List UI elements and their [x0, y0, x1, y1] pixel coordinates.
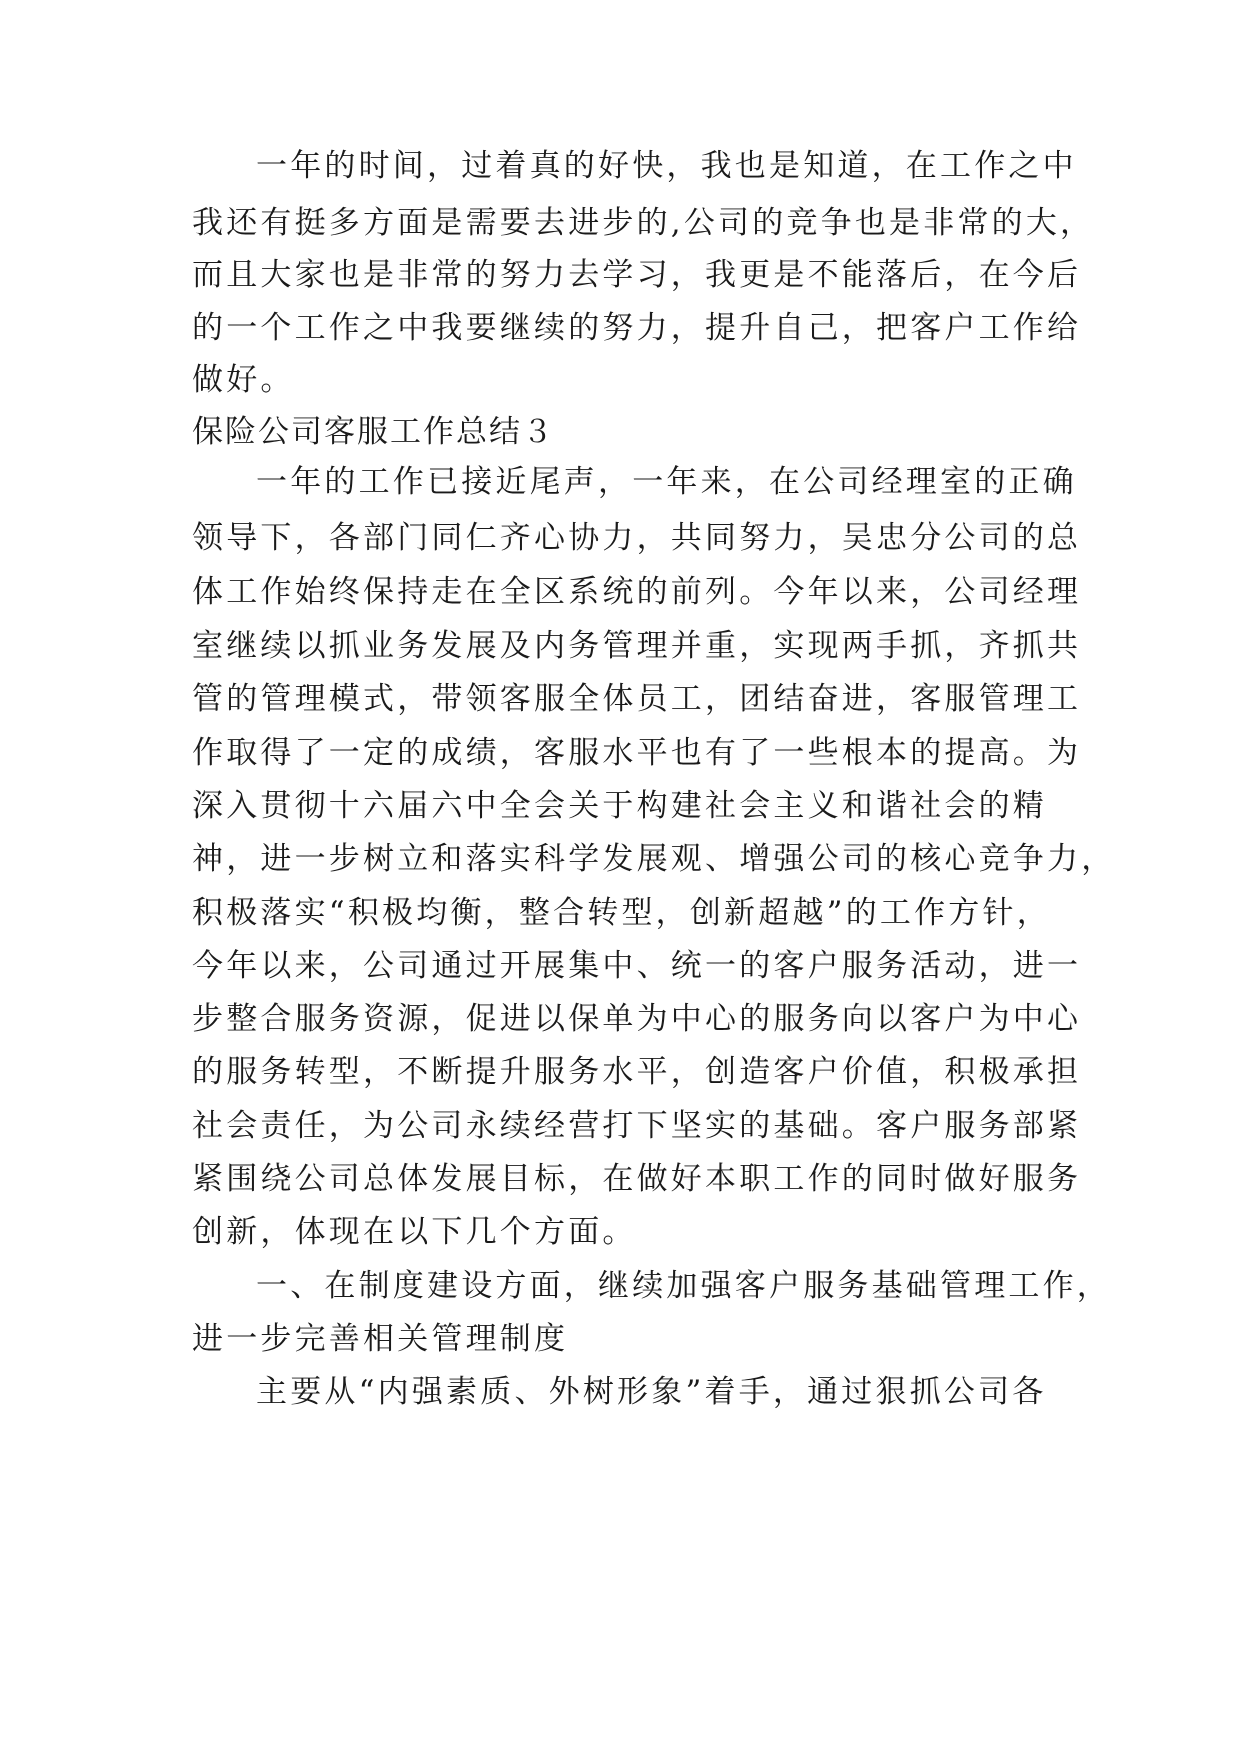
paragraph-2-line-3: 体工作始终保持走在全区系统的前列。今年以来，公司经理 [192, 574, 1082, 610]
paragraph-2-line-14: 紧围绕公司总体发展目标，在做好本职工作的同时做好服务 [192, 1161, 1082, 1197]
paragraph-2-line-2: 领导下，各部门同仁齐心协力，共同努力，吴忠分公司的总 [192, 520, 1082, 556]
paragraph-2-line-15: 创新，体现在以下几个方面。 [192, 1214, 637, 1250]
paragraph-2-line-10: 今年以来，公司通过开展集中、统一的客户服务活动，进一 [192, 948, 1082, 984]
paragraph-1-line-2: 我还有挺多方面是需要去进步的,公司的竞争也是非常的大， [192, 205, 1095, 241]
paragraph-3-line-2: 进一步完善相关管理制度 [192, 1321, 569, 1357]
paragraph-4-line-1: 主要从“内强素质、外树形象”着手，通过狠抓公司各 [256, 1374, 1047, 1410]
paragraph-2-line-7: 深入贯彻十六届六中全会关于构建社会主义和谐社会的精 [192, 788, 1047, 824]
paragraph-1-line-1: 一年的时间，过着真的好快，我也是知道，在工作之中 [256, 148, 1077, 184]
paragraph-2-line-11: 步整合服务资源，促进以保单为中心的服务向以客户为中心 [192, 1001, 1082, 1037]
paragraph-3-line-1: 一、在制度建设方面，继续加强客户服务基础管理工作， [256, 1268, 1111, 1304]
paragraph-2-line-12: 的服务转型，不断提升服务水平，创造客户价值，积极承担 [192, 1054, 1082, 1090]
paragraph-1-line-5: 做好。 [192, 362, 295, 398]
paragraph-2-line-1: 一年的工作已接近尾声，一年来，在公司经理室的正确 [256, 464, 1077, 500]
paragraph-2-line-8: 神，进一步树立和落实科学发展观、增强公司的核心竞争力， [192, 841, 1116, 877]
paragraph-2-line-6: 作取得了一定的成绩，客服水平也有了一些根本的提高。为 [192, 735, 1082, 771]
paragraph-2-line-13: 社会责任，为公司永续经营打下坚实的基础。客户服务部紧 [192, 1108, 1082, 1144]
paragraph-2-line-9: 积极落实“积极均衡，整合转型，创新超越”的工作方针， [192, 895, 1051, 931]
paragraph-2-line-4: 室继续以抓业务发展及内务管理并重，实现两手抓，齐抓共 [192, 628, 1082, 664]
paragraph-2-line-5: 管的管理模式，带领客服全体员工，团结奋进，客服管理工 [192, 681, 1082, 717]
section-title: 保险公司客服工作总结３ [192, 414, 555, 450]
paragraph-1-line-3: 而且大家也是非常的努力去学习，我更是不能落后，在今后 [192, 257, 1082, 293]
paragraph-1-line-4: 的一个工作之中我要继续的努力，提升自己，把客户工作给 [192, 310, 1082, 346]
